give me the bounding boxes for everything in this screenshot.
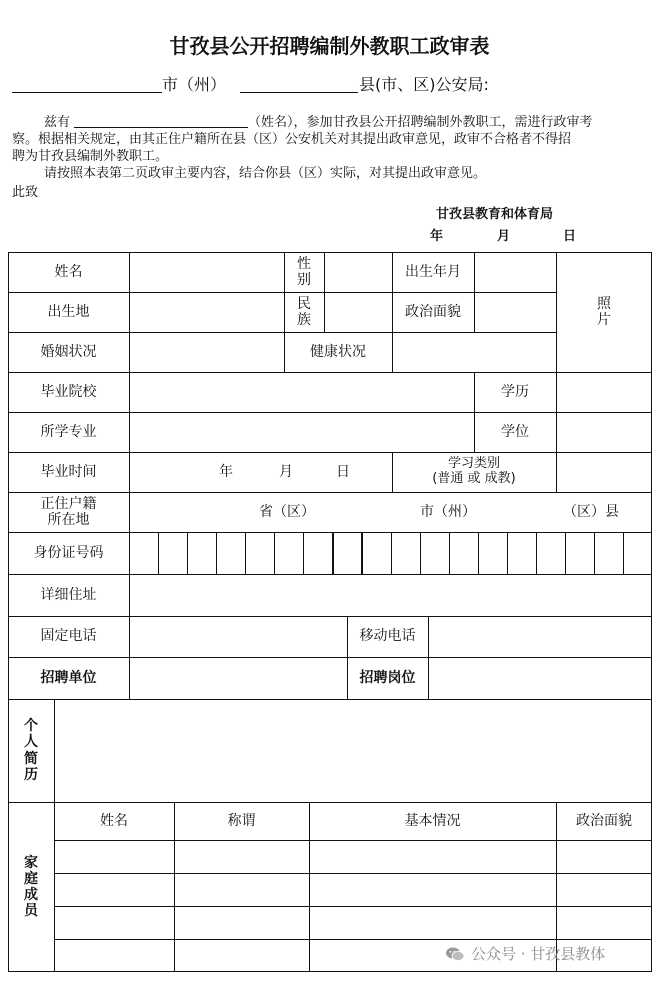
ethnicity-input-cell[interactable] <box>324 292 392 332</box>
degree-input-cell[interactable] <box>556 412 652 452</box>
family-label: 家 庭 成 员 <box>24 854 38 920</box>
grad-day-label: 日 <box>336 463 350 480</box>
family-member-cell[interactable] <box>54 906 174 939</box>
family-member-cell[interactable] <box>174 939 309 971</box>
photo-box[interactable]: 照 片 <box>597 295 611 328</box>
major-input-cell[interactable] <box>129 412 474 452</box>
letter-instruction: 请按照本表第二页政审主要内容，结合你县（区）实际，对其提出政审意见。 <box>44 166 487 181</box>
education-label: 学历 <box>501 383 529 400</box>
birthplace-input-cell[interactable] <box>129 292 284 332</box>
id-number-input-cell[interactable] <box>129 532 652 574</box>
family-member-cell[interactable] <box>54 939 174 971</box>
letter-closing: 此致 <box>12 185 39 200</box>
political-status-label: 政治面貌 <box>405 303 461 320</box>
family-member-cell[interactable] <box>309 873 556 906</box>
family-member-cell[interactable] <box>309 840 556 873</box>
family-header-relation: 称谓 <box>227 812 256 829</box>
employer-label: 招聘单位 <box>40 669 97 686</box>
family-member-cell[interactable] <box>556 873 652 906</box>
ethnicity-label: 民 族 <box>297 295 311 328</box>
gender-input-cell[interactable] <box>324 252 392 292</box>
letter-prefix: 兹有 <box>44 115 71 130</box>
major-label: 所学专业 <box>40 423 97 440</box>
landline-input-cell[interactable] <box>129 616 347 657</box>
mobile-input-cell[interactable] <box>428 616 652 657</box>
letter-line1: （姓名），参加甘孜县公开招聘编制外教职工，需进行政审考 <box>248 115 593 130</box>
id-number-label: 身份证号码 <box>33 544 104 561</box>
grad-time-input-cell[interactable] <box>129 452 392 492</box>
position-input-cell[interactable] <box>428 657 652 699</box>
political-status-input-cell[interactable] <box>474 292 556 332</box>
wechat-icon <box>445 946 465 962</box>
signature-org: 甘孜县教育和体育局 <box>436 207 554 222</box>
family-member-cell[interactable] <box>174 873 309 906</box>
school-label: 毕业院校 <box>40 383 97 400</box>
watermark-text: 公众号 · 甘孜县教体 <box>471 945 606 963</box>
birthplace-label: 出生地 <box>47 303 90 320</box>
family-member-cell[interactable] <box>556 906 652 939</box>
signature-year: 年 <box>430 229 444 244</box>
school-input-cell[interactable] <box>129 372 474 412</box>
degree-label: 学位 <box>501 423 529 440</box>
name-input-cell[interactable] <box>129 252 284 292</box>
health-status-label: 健康状况 <box>310 343 366 360</box>
county-label: 县(市、区)公安局: <box>359 75 489 94</box>
family-member-cell[interactable] <box>54 840 174 873</box>
position-label: 招聘岗位 <box>359 669 416 686</box>
education-input-cell[interactable] <box>556 372 652 412</box>
family-member-cell[interactable] <box>556 840 652 873</box>
family-member-cell[interactable] <box>54 873 174 906</box>
form-title: 甘孜县公开招聘编制外教职工政审表 <box>169 34 490 58</box>
city-blank[interactable] <box>12 92 162 93</box>
family-header-name: 姓名 <box>100 812 128 829</box>
grad-year-label: 年 <box>219 463 233 480</box>
city-suffix-label: 市（州） <box>420 503 476 520</box>
grad-time-label: 毕业时间 <box>40 463 97 480</box>
province-label: 省（区） <box>259 503 315 520</box>
letter-line3: 聘为甘孜县编制外教职工。 <box>12 149 169 164</box>
hukou-label: 正住户籍 所在地 <box>40 495 97 528</box>
county-blank[interactable] <box>240 92 358 93</box>
county-suffix-label: （区）县 <box>563 503 619 520</box>
gender-label: 性 别 <box>297 255 311 288</box>
name-label: 姓名 <box>54 263 83 280</box>
family-header-political: 政治面貌 <box>576 812 632 829</box>
mobile-label: 移动电话 <box>359 628 416 645</box>
letter-line2: 察。根据相关规定，由其正住户籍所在县（区）公安机关对其提出政审意见，政审不合格者不得招 <box>12 132 572 147</box>
grad-month-label: 月 <box>279 463 293 480</box>
hukou-input-cell[interactable] <box>129 492 652 532</box>
address-label: 详细住址 <box>40 586 97 603</box>
family-member-cell[interactable] <box>309 906 556 939</box>
family-header-info: 基本情况 <box>404 812 461 829</box>
birth-date-input-cell[interactable] <box>474 252 556 292</box>
family-member-cell[interactable] <box>174 840 309 873</box>
landline-label: 固定电话 <box>40 628 97 645</box>
health-status-input-cell[interactable] <box>392 332 556 372</box>
birth-date-label: 出生年月 <box>405 263 461 280</box>
resume-label: 个 人 简 历 <box>24 718 38 783</box>
marital-status-label: 婚姻状况 <box>40 343 97 360</box>
marital-status-input-cell[interactable] <box>129 332 284 372</box>
city-label: 市（州） <box>162 75 227 94</box>
address-input-cell[interactable] <box>129 574 652 616</box>
study-type-input-cell[interactable] <box>556 452 652 492</box>
employer-input-cell[interactable] <box>129 657 347 699</box>
signature-month: 月 <box>497 229 511 244</box>
signature-day: 日 <box>563 229 577 244</box>
watermark <box>445 943 605 964</box>
vetting-form-table <box>8 252 652 972</box>
family-member-cell[interactable] <box>174 906 309 939</box>
resume-input-area[interactable] <box>54 699 652 802</box>
study-type-label: 学习类别 (普通 或 成教) <box>432 456 516 486</box>
